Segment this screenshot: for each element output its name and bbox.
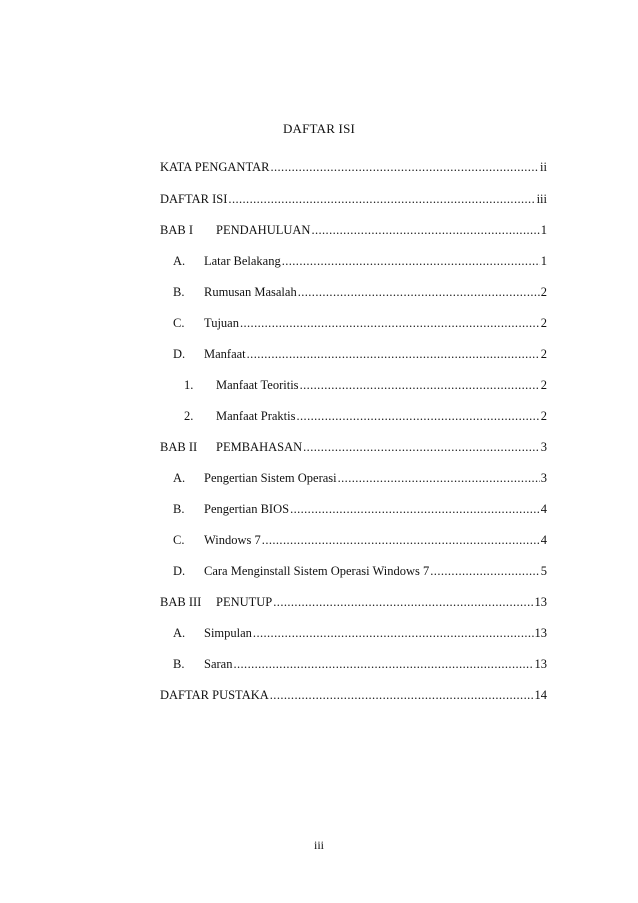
toc-leader-dots [303, 439, 540, 455]
toc-entry-text: Tujuan [204, 316, 239, 330]
toc-entry-number: B. [173, 502, 185, 516]
toc-entry-page: 13 [534, 626, 547, 640]
toc-leader-dots [262, 532, 540, 548]
page-title: DAFTAR ISI [282, 121, 356, 136]
toc-leader-dots [430, 563, 539, 579]
toc-entry-page: 14 [534, 688, 547, 702]
toc-entry-bab-1 [160, 222, 547, 238]
toc-entry-number: 2. [184, 409, 194, 423]
toc-entry-page: 1 [540, 254, 547, 268]
toc-entry-page: 2 [540, 378, 547, 392]
toc-entry-latar-belakang [173, 253, 547, 269]
toc-entry-text: Rumusan Masalah [204, 285, 297, 299]
toc-entry-page: ii [540, 160, 547, 174]
toc-entry-text: Manfaat [204, 347, 246, 361]
toc-entry-page: 5 [540, 564, 547, 578]
toc-entry-page: 3 [540, 471, 547, 485]
toc-leader-dots [228, 191, 535, 207]
toc-entry-page: 3 [540, 440, 547, 454]
toc-leader-dots [233, 656, 533, 672]
toc-entry-text: Manfaat Teoritis [216, 378, 299, 392]
toc-entry-manfaat-praktis [184, 408, 547, 424]
toc-entry-number: C. [173, 316, 185, 330]
toc-entry-simpulan [173, 625, 547, 641]
toc-entry-page: 1 [540, 223, 547, 237]
toc-entry-number: BAB I [160, 223, 193, 237]
toc-entry-page: iii [536, 192, 547, 206]
toc-entry-text: Windows 7 [204, 533, 261, 547]
toc-entry-text: Cara Menginstall Sistem Operasi Windows 7 [204, 564, 430, 578]
toc-entry-daftar-pustaka [160, 687, 547, 703]
toc-leader-dots [270, 159, 539, 175]
toc-entry-page: 2 [540, 409, 547, 423]
toc-entry-number: A. [173, 471, 186, 485]
toc-entry-number: BAB II [160, 440, 198, 454]
toc-leader-dots [282, 253, 540, 269]
toc-entry-windows-7 [173, 532, 547, 548]
toc-entry-page: 4 [540, 502, 547, 516]
toc-entry-manfaat [173, 346, 547, 362]
toc-entry-daftar-isi [160, 191, 547, 207]
toc-entry-text: Saran [204, 657, 233, 671]
toc-entry-text: KATA PENGANTAR [160, 160, 270, 174]
toc-entry-number: A. [173, 254, 186, 268]
toc-leader-dots [297, 408, 540, 424]
toc-entry-bab-2 [160, 439, 547, 455]
toc-entry-text: DAFTAR PUSTAKA [160, 688, 269, 702]
toc-entry-page: 13 [534, 657, 547, 671]
toc-entry-number: 1. [184, 378, 194, 392]
toc-entry-saran [173, 656, 547, 672]
toc-leader-dots [290, 501, 540, 517]
toc-entry-page: 4 [540, 533, 547, 547]
toc-entry-page: 2 [540, 316, 547, 330]
toc-leader-dots [300, 377, 540, 393]
toc-entry-text: Latar Belakang [204, 254, 281, 268]
toc-entry-text: PENUTUP [216, 595, 273, 609]
toc-entry-text: PENDAHULUAN [216, 223, 311, 237]
toc-leader-dots [298, 284, 540, 300]
toc-entry-tujuan [173, 315, 547, 331]
toc-entry-number: BAB III [160, 595, 202, 609]
toc-entry-cara-menginstall [173, 563, 547, 579]
toc-entry-pengertian-sistem-operasi [173, 470, 547, 486]
toc-entry-number: D. [173, 347, 186, 361]
toc-entry-manfaat-teoritis [184, 377, 547, 393]
toc-entry-number: D. [173, 564, 186, 578]
page-number: iii [313, 838, 324, 852]
toc-entry-page: 2 [540, 347, 547, 361]
toc-entry-rumusan-masalah [173, 284, 547, 300]
toc-entry-text: Pengertian Sistem Operasi [204, 471, 337, 485]
toc-leader-dots [247, 346, 540, 362]
toc-entry-pengertian-bios [173, 501, 547, 517]
toc-entry-text: PEMBAHASAN [216, 440, 303, 454]
toc-entry-text: Pengertian BIOS [204, 502, 290, 516]
toc-entry-bab-3 [160, 594, 547, 610]
toc-entry-kata-pengantar [160, 159, 547, 175]
toc-entry-number: C. [173, 533, 185, 547]
toc-entry-page: 2 [540, 285, 547, 299]
toc-entry-number: A. [173, 626, 186, 640]
toc-entry-number: B. [173, 285, 185, 299]
toc-entry-text: DAFTAR ISI [160, 192, 228, 206]
toc-entry-number: B. [173, 657, 185, 671]
toc-leader-dots [253, 625, 534, 641]
toc-leader-dots [338, 470, 540, 486]
toc-entry-text: Simpulan [204, 626, 252, 640]
toc-leader-dots [273, 594, 533, 610]
toc-leader-dots [270, 687, 534, 703]
toc-entry-page: 13 [534, 595, 547, 609]
toc-entry-text: Manfaat Praktis [216, 409, 296, 423]
toc-leader-dots [311, 222, 539, 238]
toc-leader-dots [240, 315, 540, 331]
